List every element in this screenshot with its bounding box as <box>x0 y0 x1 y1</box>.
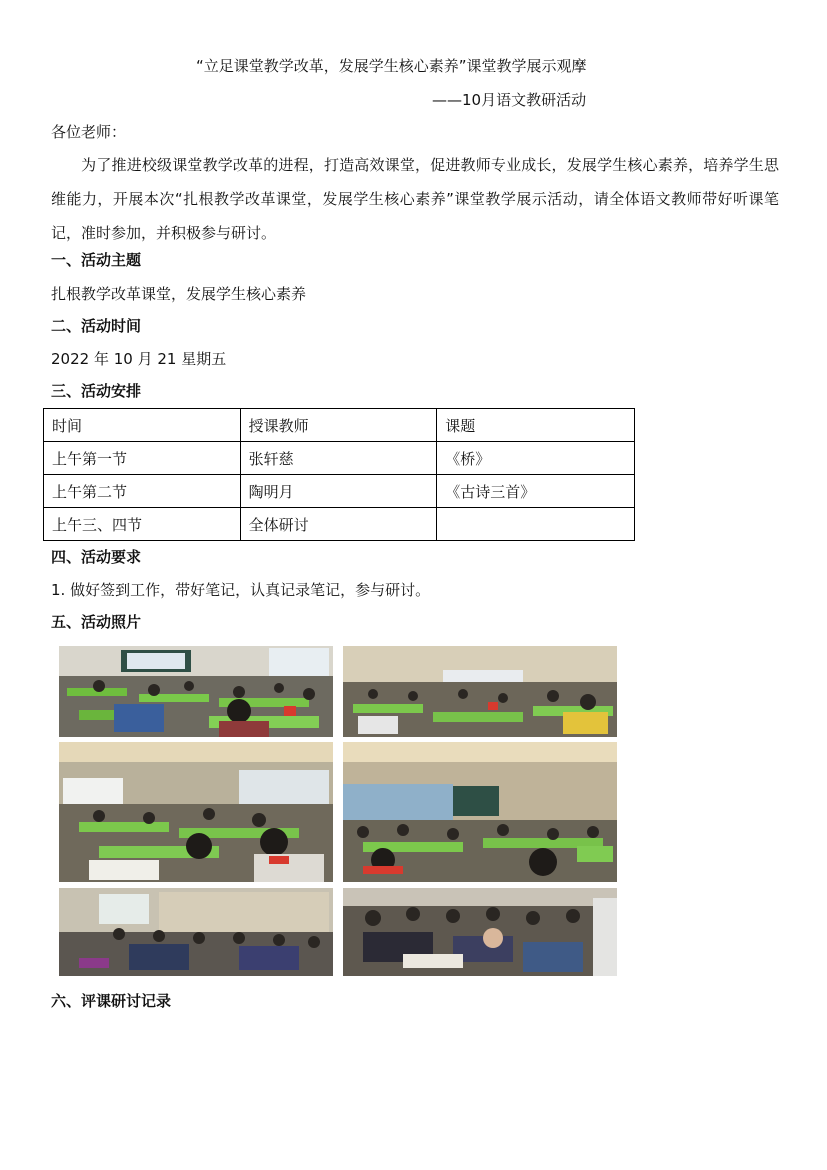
table-cell: 上午三、四节 <box>44 508 241 541</box>
section-heading-review: 六、评课研讨记录 <box>51 992 172 1010</box>
intro-paragraph <box>51 148 779 250</box>
photo-grid <box>59 646 617 976</box>
table-cell: 《桥》 <box>437 442 635 475</box>
classroom-photo-3 <box>59 742 333 882</box>
table-cell: 上午第二节 <box>44 475 241 508</box>
table-header-row <box>44 409 635 442</box>
classroom-photo-4 <box>343 742 617 882</box>
section-heading-schedule: 三、活动安排 <box>51 382 142 400</box>
section-heading-requirements: 四、活动要求 <box>51 548 142 566</box>
table-row <box>44 508 635 541</box>
document-subtitle: ——10月语文教研活动 <box>432 91 587 109</box>
table-cell: 上午第一节 <box>44 442 241 475</box>
classroom-photo-2 <box>343 646 617 737</box>
intro-text: 为了推进校级课堂教学改革的进程，打造高效课堂，促进教师专业成长，发展学生核心素养，培养学生思维能力，开展本次“扎根教学改革课堂，发展学生核心素养”课堂教学展示活动，请全体语文教师带好听课笔记，准时参加，并积极参与研讨。 <box>51 156 779 242</box>
schedule-table <box>43 408 635 541</box>
section-heading-time: 二、活动时间 <box>51 317 142 335</box>
table-row <box>44 442 635 475</box>
document-title: “立足课堂教学改革，发展学生核心素养”课堂教学展示观摩 <box>196 57 587 75</box>
table-header-cell: 授课教师 <box>240 409 437 442</box>
table-cell: 《古诗三首》 <box>437 475 635 508</box>
greeting: 各位老师： <box>51 123 127 141</box>
time-text: 2022 年 10 月 21 星期五 <box>51 350 227 368</box>
table-row <box>44 475 635 508</box>
table-cell <box>437 508 635 541</box>
theme-text: 扎根教学改革课堂，发展学生核心素养 <box>51 285 307 303</box>
classroom-photo-6 <box>343 888 617 976</box>
section-heading-photos: 五、活动照片 <box>51 613 142 631</box>
table-cell: 陶明月 <box>240 475 437 508</box>
table-header-cell: 时间 <box>44 409 241 442</box>
requirement-text: 1. 做好签到工作，带好笔记，认真记录笔记，参与研讨。 <box>51 581 431 599</box>
classroom-photo-5 <box>59 888 333 976</box>
classroom-photo-1 <box>59 646 333 737</box>
section-heading-theme: 一、活动主题 <box>51 251 142 269</box>
table-cell: 全体研讨 <box>240 508 437 541</box>
table-header-cell: 课题 <box>437 409 635 442</box>
table-cell: 张轩慈 <box>240 442 437 475</box>
